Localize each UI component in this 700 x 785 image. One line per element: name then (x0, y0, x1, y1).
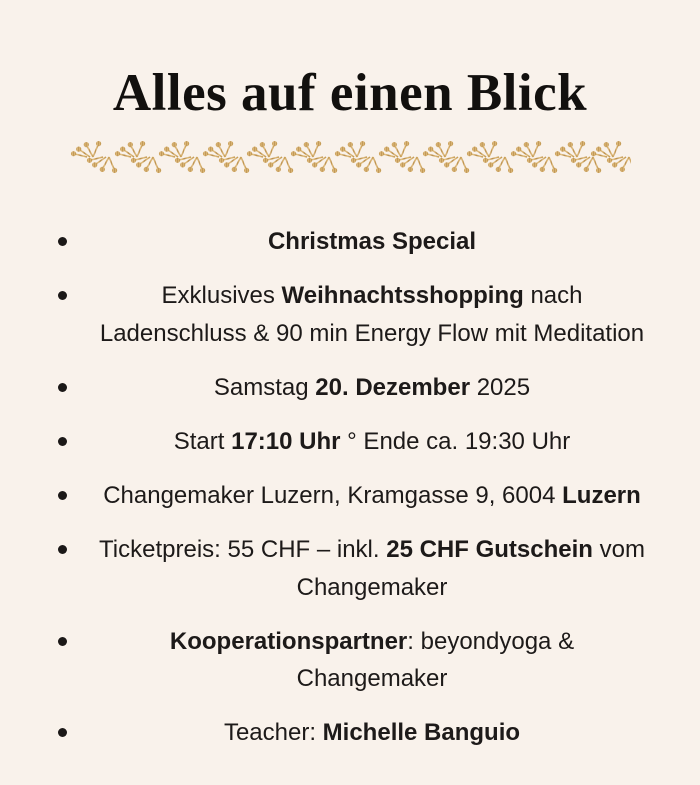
list-item-line (72, 423, 672, 460)
list-item-line (72, 660, 672, 697)
text-segment: Kooperationspartner (169, 627, 408, 655)
list-item (40, 369, 672, 406)
text-segment: Samstag (213, 373, 316, 401)
list-item (40, 477, 672, 514)
list-item (40, 277, 672, 351)
text-segment: nach (523, 282, 583, 310)
list-item-line (72, 623, 672, 660)
list-item-line (72, 531, 672, 568)
text-segment: Teacher: (223, 719, 323, 747)
branch-divider (0, 135, 700, 179)
list-item-line (72, 569, 672, 606)
list-item (40, 623, 672, 697)
gold-branch-ornament-icon (69, 135, 631, 179)
list-item-line (72, 315, 672, 352)
text-segment: ° Ende ca. 19:30 Uhr (340, 428, 571, 456)
event-info-list (40, 223, 672, 751)
page-title: Alles auf einen Blick (112, 64, 588, 122)
list-item (40, 223, 672, 260)
text-segment: 25 CHF Gutschein (386, 536, 593, 564)
list-item-line (72, 277, 672, 314)
text-segment: 17:10 Uhr (231, 428, 341, 456)
text-segment: 2025 (470, 373, 531, 401)
list-item-line (72, 477, 672, 514)
text-segment: Luzern (562, 482, 641, 510)
list-item (40, 531, 672, 605)
list-item-line (72, 369, 672, 406)
list-item (40, 714, 672, 751)
text-segment: Changemaker (296, 664, 448, 692)
text-segment: Michelle Banguio (322, 719, 521, 747)
text-segment: 20. Dezember (315, 373, 471, 401)
text-segment: vom (592, 536, 645, 564)
list-item-line (72, 714, 672, 751)
list-item-line (72, 223, 672, 260)
text-segment: Changemaker (296, 573, 448, 601)
text-segment: Weihnachtsshopping (281, 282, 524, 310)
text-segment: Start (173, 428, 232, 456)
list-item (40, 423, 672, 460)
text-segment: : beyondyoga & (407, 627, 575, 655)
text-segment: Ticketpreis: 55 CHF – inkl. (99, 536, 387, 564)
text-segment: Christmas Special (267, 228, 477, 256)
text-segment: Ladenschluss & 90 min Energy Flow mit Meditation (99, 319, 645, 347)
text-segment: Changemaker Luzern, Kramgasse 9, 6004 (103, 482, 563, 510)
text-segment: Exklusives (161, 282, 282, 310)
